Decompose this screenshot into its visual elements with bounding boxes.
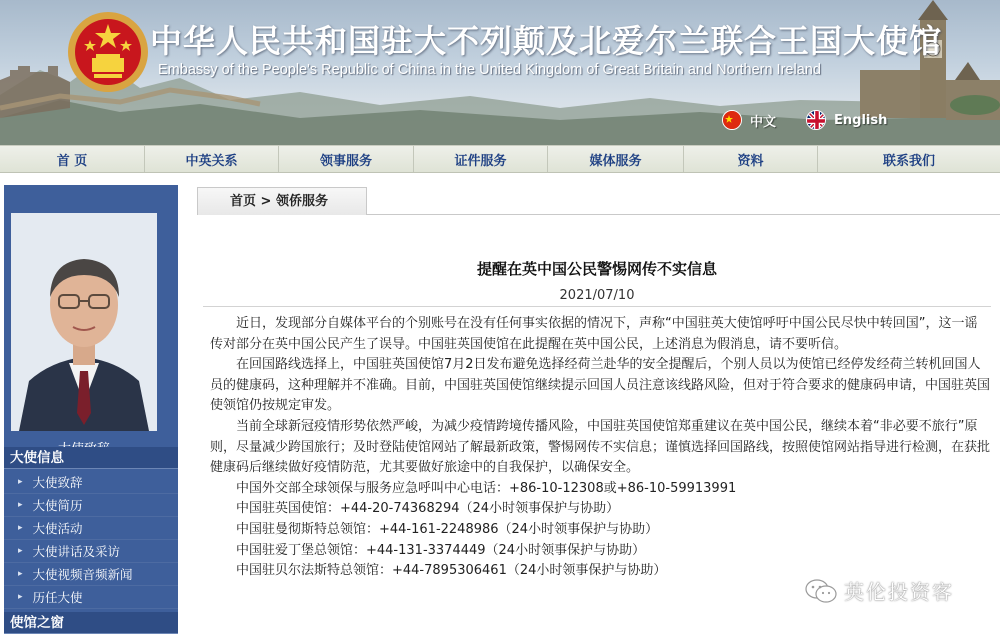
bullet-icon: ▸ [18,500,23,510]
language-english-label: English [834,112,888,128]
article-date: 2021/07/10 [559,288,635,303]
contact-line: 中国外交部全球领保与服务应急呼叫中心电话：+86-10-12308或+86-10-59913991 [236,480,737,496]
nav-home[interactable]: 首 页 [0,146,145,172]
nav-consular-services[interactable]: 领事服务 [279,146,414,172]
breadcrumb [197,187,1000,215]
article-body [210,314,990,582]
contact-line: 中国驻贝尔法斯特总领馆：+44-7895306461（24小时领事保护与协助） [236,563,667,579]
nav-china-uk-relations[interactable]: 中英关系 [145,146,279,172]
article-title: 提醒在英中国公民警惕网传不实信息 [476,260,717,278]
contact-line: 中国驻英国使馆：+44-20-74368294（24小时领事保护与协助） [236,501,620,517]
site-banner [0,0,1000,145]
watermark [804,576,954,605]
sidebar-section-embassy-window: 使馆之窗 [4,612,178,634]
national-emblem-icon [66,10,150,94]
article-paragraph: 在回国路线选择上，中国驻英国使馆7月2日发布避免选择经荷兰赴华的安全提醒后，个别人员以为使馆已经停发经荷兰转机回国人员的健康码，这种理解并不准确。目前，中国驻英国使馆继续提示回国人员注意该线路风险，但对于符合要求的健康码申请，中国驻英国使领馆仍按规定审发。 [210,357,991,414]
sidebar-item-label: 大使视频音频新闻 [32,567,133,582]
contact-line: 中国驻曼彻斯特总领馆：+44-161-2248986（24小时领事保护与协助） [236,521,659,537]
language-chinese-link[interactable] [722,110,776,130]
sidebar-item-label: 大使致辞 [32,475,83,490]
bullet-icon: ▸ [18,477,23,487]
article-paragraph: 当前全球新冠疫情形势依然严峻，为减少疫情跨境传播风险，中国驻英国使馆郑重建议在英中国公民，继续本着“非必要不旅行”原则，尽量减少跨国旅行；及时登陆使馆网站了解最新政策，警惕网传不实信息；谨慎选择回国路线，按照使馆网站指导进行检测，在获批健康码后继续做好疫情防范，尤其要做好旅途中的自我保护，以确保安全。 [210,418,991,476]
uk-flag-icon [806,110,826,130]
breadcrumb-current-link[interactable]: 领侨服务 [275,194,328,209]
breadcrumb-tab [197,187,367,215]
site-title-english: Embassy of the People's Republic of China in the United Kingdom of Great Britain and Northern Ireland [158,62,821,78]
contact-line: 中国驻爱丁堡总领馆：+44-131-3374449（24小时领事保护与协助） [236,542,646,558]
bullet-icon: ▸ [18,592,23,602]
language-chinese-label: 中文 [750,114,777,130]
ambassador-portrait-image[interactable] [11,213,157,431]
nav-document-services[interactable]: 证件服务 [414,146,548,172]
nav-resources[interactable]: 资料 [684,146,818,172]
bullet-icon: ▸ [18,523,23,533]
sidebar [4,185,178,634]
china-flag-icon [722,110,742,130]
language-english-link[interactable] [806,110,887,130]
breadcrumb-separator: > [260,194,272,209]
bullet-icon: ▸ [18,569,23,579]
breadcrumb-home-link[interactable]: 首页 [230,194,257,209]
watermark-text: 英伦投资客 [844,580,954,604]
article-paragraph: 近日，发现部分自媒体平台的个别账号在没有任何事实依据的情况下，声称“中国驻英大使馆呼吁中国公民尽快中转回国”，这一谣传对部分在英中国公民产生了误导。中国驻英国使馆在此提醒在英中国公民，上述消息为假消息，请不要听信。 [210,316,978,352]
main-navigation [0,145,1000,173]
sidebar-item-label: 大使活动 [32,521,83,536]
sidebar-section-ambassador-info: 大使信息 [4,447,178,469]
sidebar-item-label: 大使简历 [32,498,83,513]
sidebar-item-speeches-interviews[interactable] [4,540,178,563]
sidebar-item-label: 大使讲话及采访 [32,544,121,559]
sidebar-item-ambassador-message[interactable] [4,471,178,494]
bullet-icon: ▸ [18,546,23,556]
sidebar-item-ambassador-resume[interactable] [4,494,178,517]
wechat-icon [804,577,838,605]
sidebar-item-former-ambassadors[interactable] [4,586,178,609]
article-divider [203,306,991,307]
sidebar-item-label: 历任大使 [32,590,83,605]
site-title-chinese: 中华人民共和国驻大不列颠及北爱尔兰联合王国大使馆 [150,22,943,60]
sidebar-item-video-audio-news[interactable] [4,563,178,586]
nav-media-services[interactable]: 媒体服务 [548,146,684,172]
sidebar-ambassador-links [4,471,178,609]
nav-contact-us[interactable]: 联系我们 [882,153,935,169]
sidebar-item-ambassador-activities[interactable] [4,517,178,540]
